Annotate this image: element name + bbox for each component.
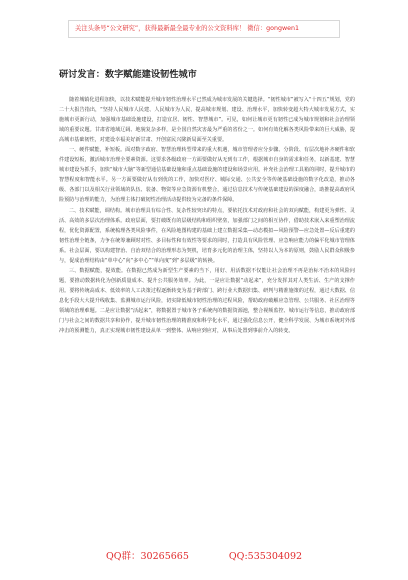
paragraph-data: 三、数据赋能，提效能。在数据已然成为新型生产要素的当下，用好、用活数据不仅能让社会治理不再是治标不治本的风险问题，要推动数据转化为创新质量成本、提升公共服务效率。为此，一是应让数据“动起来”，充分发挥其对人类生活、生产的支撑作用。要将传统高成本、低效率的人工决策过程逐渐转变为基于跨部门、跨行业大数据归集、研判与精准施策的过程，通过大数据、信息化手段大大提升线收集、监测城市运行风险，切实降低城市韧性治理的过程风险，帮助政府破解应急管理、公共服务、社区治理等领域的治理难题。二是应让数据“活起来”，将数据置于城市各子系统内的数据资源池，整合视频监控、城市运行等信息，推动政府部门与社会之间的数据共享和协作，提升城市韧性治理的精准度和科学化水平，通过强化信息公开，健全科学发展、为城市系统对外部冲击的预测能力，真正实现城市韧性建设从单一到整体、从响应到应对，从事后处置到事前介入的转变。 [59,267,355,335]
footer-contact [0,548,408,566]
paragraph-intro: 随着城镇化进程加快，以技术赋能提升城市韧性治理水平已然成为城市发展的关键选择。“韧性城市”被写入“十四五”规划，党的二十大报告指出，“坚持人民城市人民建、人民城市为人民，提高城市规划、建设、治理水平，加快转变超大特大城市发展方式，实施城市更新行动，加强城市基础设施建设，打造宜居、韧性、智慧城市”。可见，如何让城市更有韧性已成为城市规划和社会治理领域的重要议题。甘肃省地域辽阔、地貌复杂多样，是全国自然灾害最为严重的省份之一。如何有效化解各类风险带来的巨大威胁，提高城市基础韧性，对建设幸福美好新甘肃、开创富民兴陇新局面至关重要。 [59,97,355,144]
paragraph-hardware: 一、硬件赋能，补短板。面对数字政府、智慧治理转型带来的重大机遇，城市管理者应分步骤、分阶段、有层次地补齐硬件和软件建设短板，激活城市治理全要素资源。这要求各级政府一方面要做好从无到有工作，根据城市自身的需求和任务，以新基建、智慧城市建设为抓手，加快“城市大脑”等新型通信基础设施和重点基础设施的建设和场景应用，补充社会治理工具箱的同时，提升城市的智慧程度和智能水平。另一方面要做好从有到优的工作，加快对医疗、城际交通、公共安全等传统基础设施的数字化改造，推动各级、各部门以及相关行业领域的队伍、装备、物资等应急资源有机整合，通过信息技术与传统基础建设的深度融合，助推提高政府风险预防与治理的能力，为治理主体打破韧性治理活动提供较为完备的条件保障。 [59,147,355,204]
paragraph-technology: 二、技术赋能，调结构。城市治理具有综合性、复杂性较突出的特点，要依托技术对政府和社会的双向赋能，构建更为弹性、灵活、高效的多层次治理体系。政府层面，要打破既有的层级结构和组织壁垒，加强部门之间的相互协作，借助技术嵌入来重塑治理流程，优化资源配置，系统梳理各类风险事件，在风险地图构建的基础上建立数据采集—动态模拟—风险预警—应急处置—反后重建的韧性治理全链条，力争在统筹兼顾时对性、多目标性和有效性等要求的同时，打造具有风险管理、应急响应能力的偏平化城市管理体系。社会层面，要以构建智治、自治双结合的治理形态为契机，培育多元化的治理主体，坚持以人为本的原则，鼓励人民群众积极参与，促成治理结构由“单中心”向“多中心”“单向度”到“多层级”的转换。 [59,207,355,264]
top-banner [68,20,340,38]
footer-qq-group: QQ群：30265665 [105,551,189,562]
footer-qq: QQ:535304092 [228,551,303,562]
document-title: 研讨发言：数字赋能建设韧性城市 [59,69,197,80]
banner-text: 关注头条号“公文研究”，获得最新最全最专业的公文资料库！ 微信：gongwen1 [75,25,299,32]
document-body [59,95,355,336]
